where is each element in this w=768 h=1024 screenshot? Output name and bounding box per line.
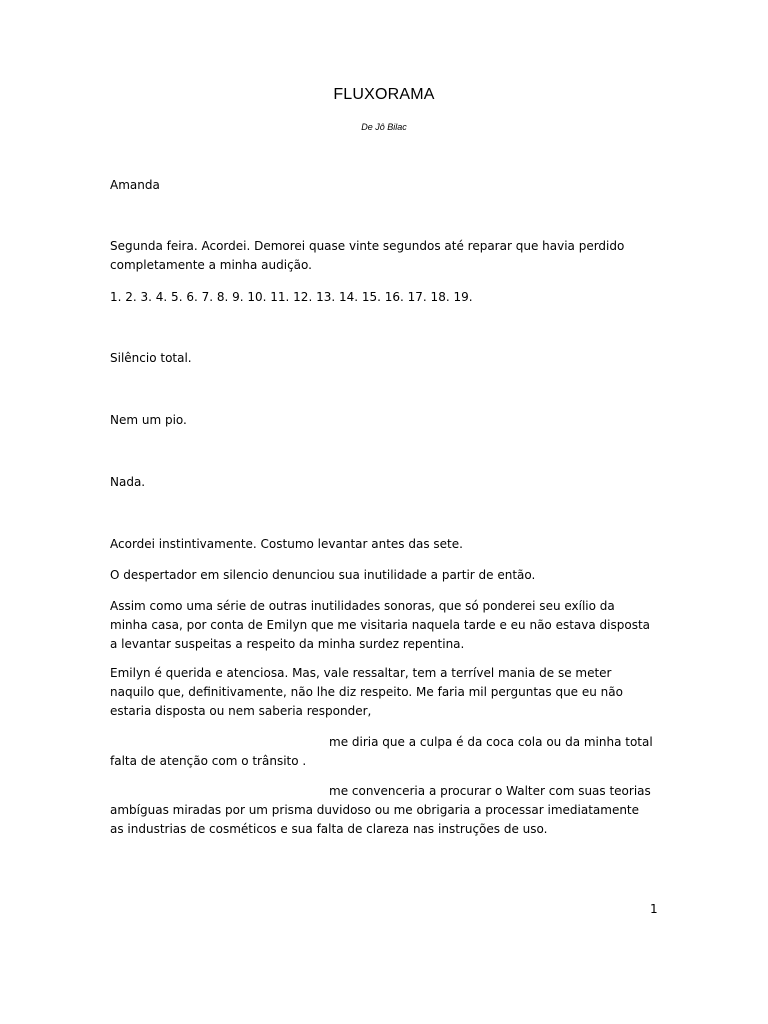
paragraph-9: Emilyn é querida e atenciosa. Mas, vale ressaltar, tem a terrível mania de se meter naquilo que, definitivamente, não lhe diz respeito. Me faria mil perguntas que eu não estaria disposta ou nem saberia responder, bbox=[110, 666, 623, 718]
document-title: FLUXORAMA bbox=[333, 86, 435, 103]
paragraph-1: Segunda feira. Acordei. Demorei quase vinte segundos até reparar que havia perdido completamente a minha audição. bbox=[110, 239, 625, 272]
character-name: Amanda bbox=[110, 178, 160, 192]
paragraph-3: Silêncio total. bbox=[110, 351, 192, 365]
paragraph-2: 1. 2. 3. 4. 5. 6. 7. 8. 9. 10. 11. 12. 13. 14. 15. 16. 17. 18. 19. bbox=[110, 290, 473, 304]
paragraph-11-text: me convenceria a procurar o Walter com suas teorias ambíguas miradas por um prisma duvidoso ou me obrigaria a processar imediatamente as industrias de cosméticos e sua falta de clareza nas instruções de uso. bbox=[110, 784, 651, 836]
page-number: 1 bbox=[650, 902, 658, 916]
paragraph-8: Assim como uma série de outras inutilidades sonoras, que só ponderei seu exílio da minha casa, por conta de Emilyn que me visitaria naquela tarde e eu não estava disposta a levantar suspeitas a respeito da minha surdez repentina. bbox=[110, 599, 651, 651]
author-credit: De Jô Bilac bbox=[361, 122, 407, 132]
paragraph-7: O despertador em silencio denunciou sua inutilidade a partir de então. bbox=[110, 568, 536, 582]
paragraph-10-text: me diria que a culpa é da coca cola ou da minha total falta de atenção com o trânsito . bbox=[110, 735, 653, 768]
paragraph-6: Acordei instintivamente. Costumo levantar antes das sete. bbox=[110, 537, 463, 551]
paragraph-5: Nada. bbox=[110, 475, 146, 489]
paragraph-10 bbox=[110, 733, 655, 771]
paragraph-11 bbox=[110, 782, 655, 839]
paragraph-4: Nem um pio. bbox=[110, 413, 187, 427]
